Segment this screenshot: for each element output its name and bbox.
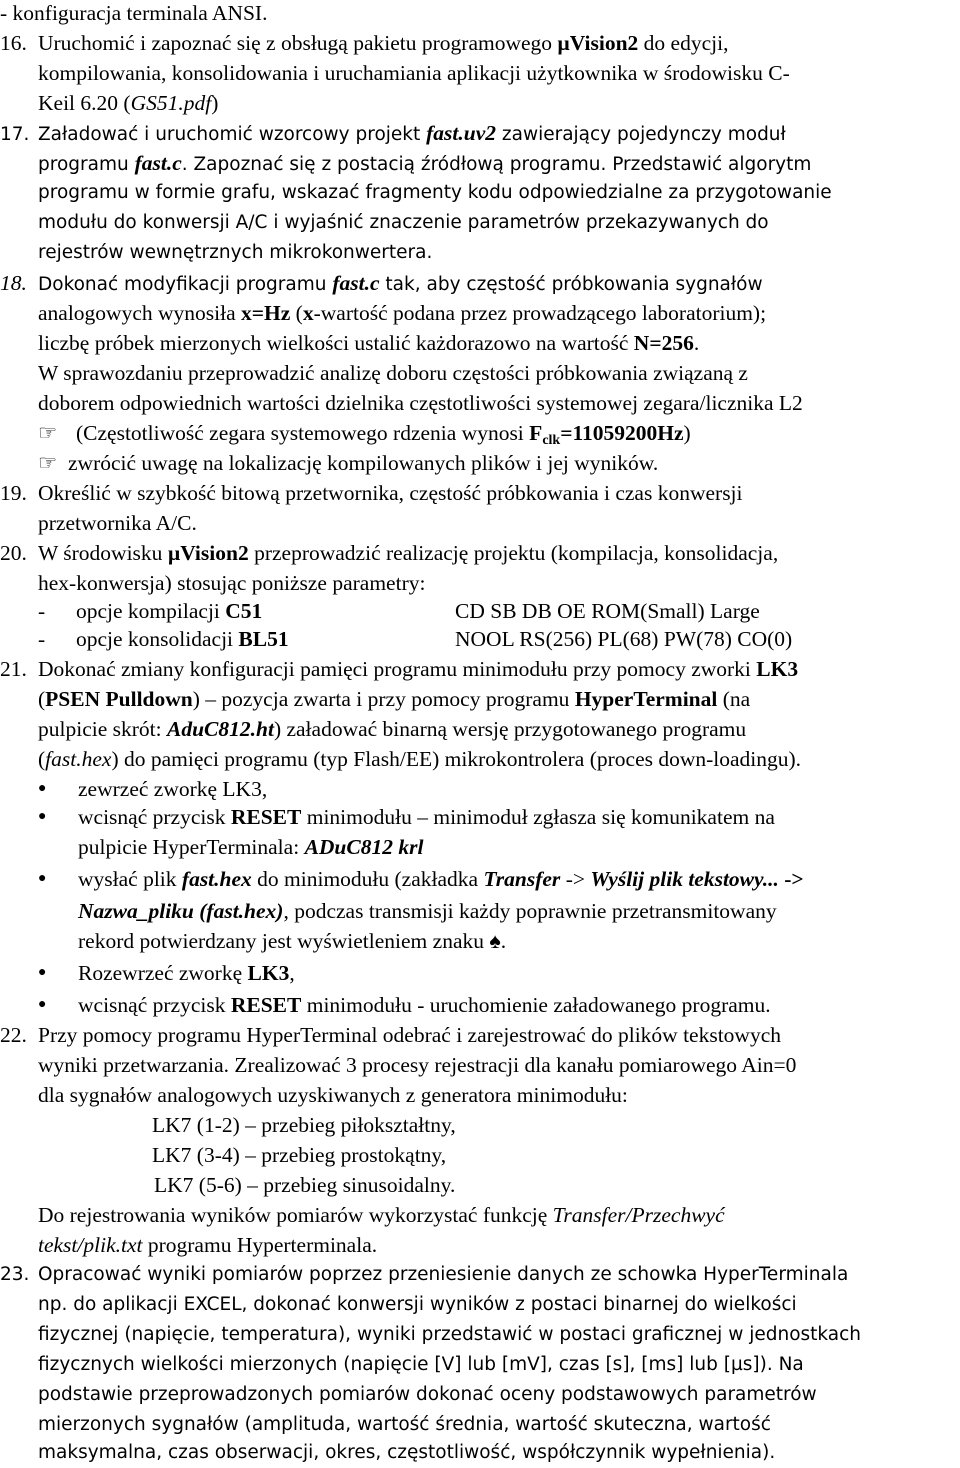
item-18-line-4 (38, 358, 748, 388)
text: analogowych wynosiła (38, 301, 242, 325)
text: CD SB DB OE ROM(Small) Large (455, 599, 760, 623)
item-23-line-6 (38, 1410, 771, 1440)
text: zawierający pojedynczy moduł (496, 124, 786, 145)
item-17-line-2 (38, 148, 811, 178)
item-number: 21. (0, 657, 27, 681)
file-name: fast.hex (45, 747, 112, 771)
text: LK7 (1-2) – przebieg piłokształtny, (152, 1113, 456, 1137)
pointing-hand-icon: ☞ (38, 421, 58, 445)
item-20-line-2 (38, 568, 425, 598)
text: opcje kompilacji (76, 599, 226, 623)
text: µVision2 (167, 541, 249, 565)
text: N=256 (633, 331, 694, 355)
text: Opracować wyniki pomiarów poprzez przeniesienie danych ze schowka HyperTerminala (38, 1264, 849, 1285)
text: W sprawozdaniu przeprowadzić analizę doboru częstości próbkowania związaną z (38, 361, 748, 385)
line-terminal-config (0, 0, 267, 28)
text: rekord potwierdzany jest wyświetleniem znaku ♠. (78, 929, 507, 953)
item-22 (0, 1020, 781, 1050)
item-16-line-3 (38, 88, 218, 118)
bullet-icon: ● (38, 871, 47, 886)
text: Nazwa_pliku (fast.hex) (78, 899, 284, 923)
file-name: GS51.pdf (130, 91, 212, 115)
text: podstawie przeprowadzonych pomiarów dokonać oceny podstawowych parametrów (38, 1384, 817, 1405)
item-17 (0, 118, 786, 148)
text: x=Hz (241, 301, 291, 325)
item-19 (0, 478, 743, 508)
bullet-icon: ● (38, 965, 47, 980)
text: BL51 (238, 627, 289, 651)
item-23-line-7 (38, 1438, 775, 1468)
text: LK7 (3-4) – przebieg prostokątny, (152, 1143, 447, 1167)
item-23-line-5 (38, 1380, 817, 1410)
text: clk (542, 433, 561, 448)
text: - konfiguracja terminala ANSI. (0, 1, 268, 25)
text: (na (717, 687, 751, 711)
item-number: 18. (0, 271, 27, 295)
text: Dokonać modyfikacji programu (38, 274, 333, 295)
text: ADuC812 krl (304, 835, 424, 859)
text: rejestrów wewnętrznych mikrokonwertera. (38, 242, 433, 263)
item-22-line-3 (38, 1080, 628, 1110)
text: tak, aby częstość próbkowania sygnałów (379, 274, 763, 295)
text: Przy pomocy programu HyperTerminal odebrać i zarejestrować do plików tekstowych (38, 1023, 781, 1047)
bullet-icon: ● (38, 809, 47, 824)
item-number: 17. (0, 124, 30, 145)
item-23 (0, 1260, 848, 1290)
item-19-line-2 (38, 508, 197, 538)
text: PSEN Pulldown (45, 687, 193, 711)
text: liczbę próbek mierzonych wielkości ustalić każdorazowo na wartość (38, 331, 634, 355)
file-name: fast.c (332, 271, 380, 295)
item-18-line-3 (38, 328, 699, 358)
text: Rozewrzeć zworkę (78, 961, 248, 985)
item-number: 22. (0, 1023, 27, 1047)
text: Transfer/Przechwyć (552, 1203, 725, 1227)
item-number: 16. (0, 31, 27, 55)
text: x (302, 301, 314, 325)
item-17-line-5 (38, 238, 432, 268)
text: zwrócić uwagę na lokalizację kompilowanych plików i jej wyników. (68, 451, 659, 475)
item-number: 20. (0, 541, 27, 565)
bullet-4 (38, 958, 295, 988)
item-21-line-3 (38, 714, 746, 744)
file-name: AduC812.ht (166, 717, 274, 741)
text: ) (683, 421, 691, 445)
item-22-line-8 (38, 1230, 377, 1260)
file-name: fast.uv2 (426, 121, 497, 145)
text: ) (211, 91, 219, 115)
text: minimodułu – minimoduł zgłasza się komunikatem na (301, 805, 775, 829)
text: Załadować i uruchomić wzorcowy projekt (38, 124, 427, 145)
text: mierzonych sygnałów (amplituda, wartość średnia, wartość skuteczna, wartość (38, 1414, 771, 1435)
text: doborem odpowiednich wartości dzielnika częstotliwości systemowej zegara/licznika L2 (38, 391, 803, 415)
text: ( (38, 687, 46, 711)
text: , (289, 961, 295, 985)
text: programu Hyperterminala. (142, 1233, 378, 1257)
text: wcisnąć przycisk (78, 805, 231, 829)
text: Uruchomić i zapoznać się z obsługą pakietu programowego (38, 31, 558, 55)
text: kompilowania, konsolidowania i uruchamiania aplikacji użytkownika w środowisku C- (38, 61, 790, 85)
text: Określić w szybkość bitową przetwornika, częstość próbkowania i czas konwersji (38, 481, 743, 505)
text: do edycji, (638, 31, 729, 55)
item-16 (0, 28, 728, 58)
text: F (529, 421, 543, 445)
item-17-line-3 (38, 178, 832, 208)
text: maksymalna, czas obserwacji, okres, częstotliwość, współczynnik wypełnienia). (38, 1442, 776, 1463)
text: modułu do konwersji A/C i wyjaśnić znaczenie parametrów przekazywanych do (38, 212, 769, 233)
text: programu w formie grafu, wskazać fragmenty kodu odpowiedzialne za przygotowanie (38, 182, 832, 203)
text: -wartość podana przez prowadzącego laboratorium); (313, 301, 767, 325)
text: ( (290, 301, 303, 325)
text: - (38, 599, 46, 623)
item-21-line-2 (38, 684, 750, 714)
bullet-2-line-2 (78, 832, 423, 862)
text: przeprowadzić realizację projektu (kompilacja, konsolidacja, (248, 541, 779, 565)
item-18-note-2 (38, 448, 658, 478)
text: µVision2 (557, 31, 639, 55)
item-20 (0, 538, 778, 568)
bullet-3 (38, 864, 804, 894)
item-16-line-2 (38, 58, 790, 88)
bullet-3-line-3 (78, 926, 506, 956)
text: wysłać plik (78, 867, 182, 891)
text: LK7 (5-6) – przebieg sinusoidalny. (154, 1173, 456, 1197)
text: -> (778, 867, 804, 891)
bullet-5 (38, 990, 771, 1020)
text: programu (38, 154, 135, 175)
text: RESET (230, 993, 302, 1017)
text: NOOL RS(256) PL(68) PW(78) CO(0) (455, 627, 793, 651)
lk7-option-3 (154, 1170, 455, 1200)
bullet-icon: ● (38, 997, 47, 1012)
text: np. do aplikacji EXCEL, dokonać konwersji wyników z postaci binarnej do wielkości (38, 1294, 797, 1315)
text: wcisnąć przycisk (78, 993, 231, 1017)
text: przetwornika A/C. (38, 511, 197, 535)
text: W środowisku (38, 541, 168, 565)
item-23-line-3 (38, 1320, 861, 1350)
text: pulpicie HyperTerminala: (78, 835, 305, 859)
text: hex-konwersja) stosując poniższe parametry: (38, 571, 426, 595)
text: minimodułu - uruchomienie załadowanego programu. (301, 993, 771, 1017)
item-22-line-2 (38, 1050, 796, 1080)
text: , podczas transmisji każdy poprawnie przetransmitowany (283, 899, 777, 923)
item-21-line-4 (38, 744, 801, 774)
item-18-line-5 (38, 388, 803, 418)
text: . Zapoznać się z postacią źródłową programu. Przedstawić algorytm (181, 154, 812, 175)
text: ) do pamięci programu (typ Flash/EE) mikrokontrolera (proces down-loadingu). (111, 747, 802, 771)
text: zewrzeć zworkę LK3, (78, 777, 268, 801)
text: ) załadować binarną wersję przygotowanego programu (273, 717, 747, 741)
text: LK3 (247, 961, 290, 985)
item-18 (0, 268, 763, 298)
text: Wyślij plik tekstowy... (590, 867, 779, 891)
link-options-row (38, 624, 289, 654)
text: wyniki przetwarzania. Zrealizować 3 procesy rejestracji dla kanału pomiarowego Ain=0 (38, 1053, 797, 1077)
text: . (693, 331, 700, 355)
text: fizycznych wielkości mierzonych (napięcie [V] lub [mV], czas [s], [ms] lub [µs]). Na (38, 1354, 804, 1375)
item-22-line-7 (38, 1200, 725, 1230)
item-18-note-1 (38, 418, 691, 448)
text: do minimodułu (zakładka (251, 867, 484, 891)
text: HyperTerminal (574, 687, 718, 711)
compile-options-row (38, 596, 262, 626)
link-options-value (455, 624, 792, 654)
item-17-line-4 (38, 208, 769, 238)
item-18-line-2 (38, 298, 766, 328)
text: Dokonać zmiany konfiguracji pamięci programu minimodułu przy pomocy zworki (38, 657, 757, 681)
text: (Częstotliwość zegara systemowego rdzenia wynosi (76, 421, 530, 445)
bullet-icon: ● (38, 781, 47, 796)
bullet-2 (38, 802, 775, 832)
text: C51 (225, 599, 263, 623)
text: -> (560, 867, 591, 891)
text: pulpicie skrót: (38, 717, 167, 741)
bullet-3-line-2 (78, 896, 777, 926)
file-name: tekst/plik.txt (38, 1233, 143, 1257)
text: =11059200Hz (560, 421, 684, 445)
text: RESET (230, 805, 302, 829)
file-name: fast.hex (181, 867, 252, 891)
pointing-hand-icon: ☞ (38, 451, 58, 475)
lk7-option-2 (152, 1140, 446, 1170)
lk7-option-1 (152, 1110, 456, 1140)
item-23-line-4 (38, 1350, 804, 1380)
item-21 (0, 654, 798, 684)
item-number: 19. (0, 481, 27, 505)
text: dla sygnałów analogowych uzyskiwanych z generatora minimodułu: (38, 1083, 628, 1107)
text: - (38, 627, 46, 651)
item-number: 23. (0, 1264, 30, 1285)
compile-options-value (455, 596, 760, 626)
item-23-line-2 (38, 1290, 797, 1320)
text: Keil 6.20 ( (38, 91, 131, 115)
text: LK3 (756, 657, 799, 681)
text: ) – pozycja zwarta i przy pomocy programu (192, 687, 575, 711)
file-name: fast.c (134, 151, 182, 175)
text: opcje konsolidacji (76, 627, 239, 651)
text: Do rejestrowania wyników pomiarów wykorzystać funkcję (38, 1203, 553, 1227)
text: ( (38, 747, 46, 771)
bullet-1 (38, 774, 268, 804)
text: fizycznej (napięcie, temperatura), wyniki przedstawić w postaci graficznej w jednostkach (38, 1324, 862, 1345)
text: Transfer (483, 867, 561, 891)
